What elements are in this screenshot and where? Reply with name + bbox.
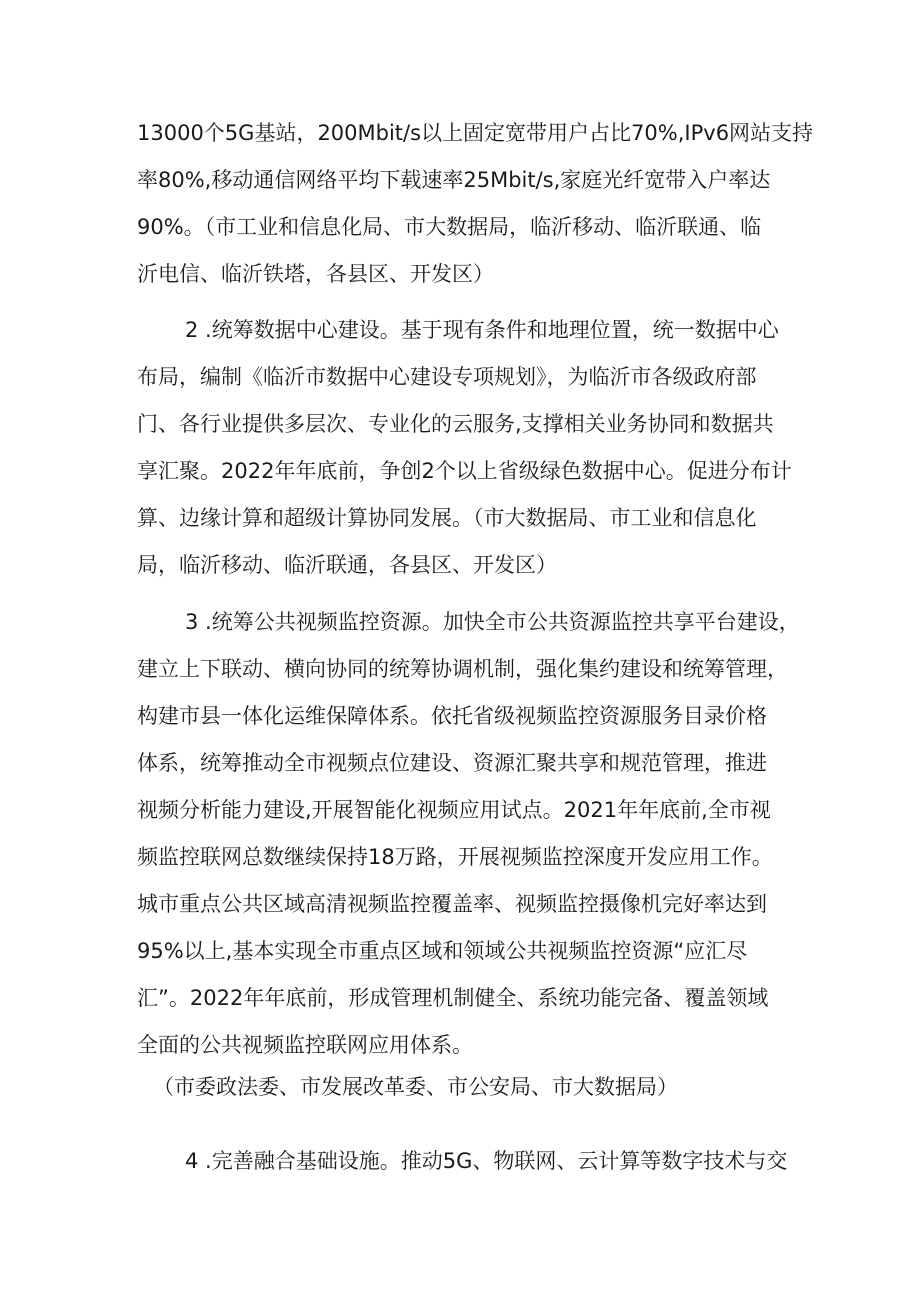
- text-line: 布局，编制《临沂市数据中心建设专项规划》，为临沂市各级政府部: [137, 365, 757, 389]
- text-line: 13000个5G基站，200Mbit/s以上固定宽带用户占比70%,IPv6网站支持: [137, 121, 814, 145]
- text-line: 门、各行业提供多层次、专业化的云服务,支撑相关业务协同和数据共: [137, 412, 774, 436]
- text-line: 汇”。2022年年底前，形成管理机制健全、系统功能完备、覆盖领域: [137, 986, 769, 1010]
- text-line: 局，临沂移动、临沂联通，各县区、开发区）: [137, 553, 557, 577]
- text-line: （市委政法委、市发展改革委、市公安局、市大数据局）: [153, 1075, 678, 1099]
- text-line-indented: 2 .统筹数据中心建设。基于现有条件和地理位置，统一数据中心: [185, 318, 779, 342]
- text-line: 视频分析能力建设,开展智能化视频应用试点。2021年年底前,全市视: [137, 798, 771, 822]
- text-line: 全面的公共视频监控联网应用体系。: [137, 1033, 473, 1057]
- text-line: 90%。（市工业和信息化局、市大数据局，临沂移动、临沂联通、临: [137, 215, 762, 239]
- text-line: 构建市县一体化运维保障体系。依托省级视频监控资源服务目录价格: [137, 704, 767, 728]
- text-line: 沂电信、临沂铁塔，各县区、开发区）: [137, 262, 494, 286]
- paragraph-3: [137, 599, 800, 1069]
- text-line-indented: 4 .完善融合基础设施。推动5G、物联网、云计算等数字技术与交: [185, 1149, 788, 1173]
- text-line: 建立上下联动、横向协同的统筹协调机制，强化集约建设和统筹管理，: [137, 657, 788, 681]
- text-line: 城市重点公共区域高清视频监控覆盖率、视频监控摄像机完好率达到: [137, 892, 767, 916]
- paragraph-5: [137, 1138, 797, 1185]
- paragraph-2: [137, 307, 797, 589]
- text-line: 享汇聚。2022年年底前，争创2个以上省级绿色数据中心。促进分布计: [137, 459, 792, 483]
- text-line: 95%以上,基本实现全市重点区域和领域公共视频监控资源“应汇尽: [137, 939, 748, 963]
- paragraph-4: [153, 1064, 813, 1111]
- text-line: 率80%,移动通信网络平均下载速率25Mbit/s,家庭光纤宽带入户率达: [137, 168, 771, 192]
- text-line-indented: 3 .统筹公共视频监控资源。加快全市公共资源监控共享平台建设，: [185, 610, 800, 634]
- text-line: 体系，统筹推动全市视频点位建设、资源汇聚共享和规范管理，推进: [137, 751, 767, 775]
- text-line: 算、边缘计算和超级计算协同发展。（市大数据局、市工业和信息化: [137, 506, 757, 530]
- text-line: 频监控联网总数继续保持18万路，开展视频监控深度开发应用工作。: [137, 845, 773, 869]
- paragraph-1: [137, 110, 814, 298]
